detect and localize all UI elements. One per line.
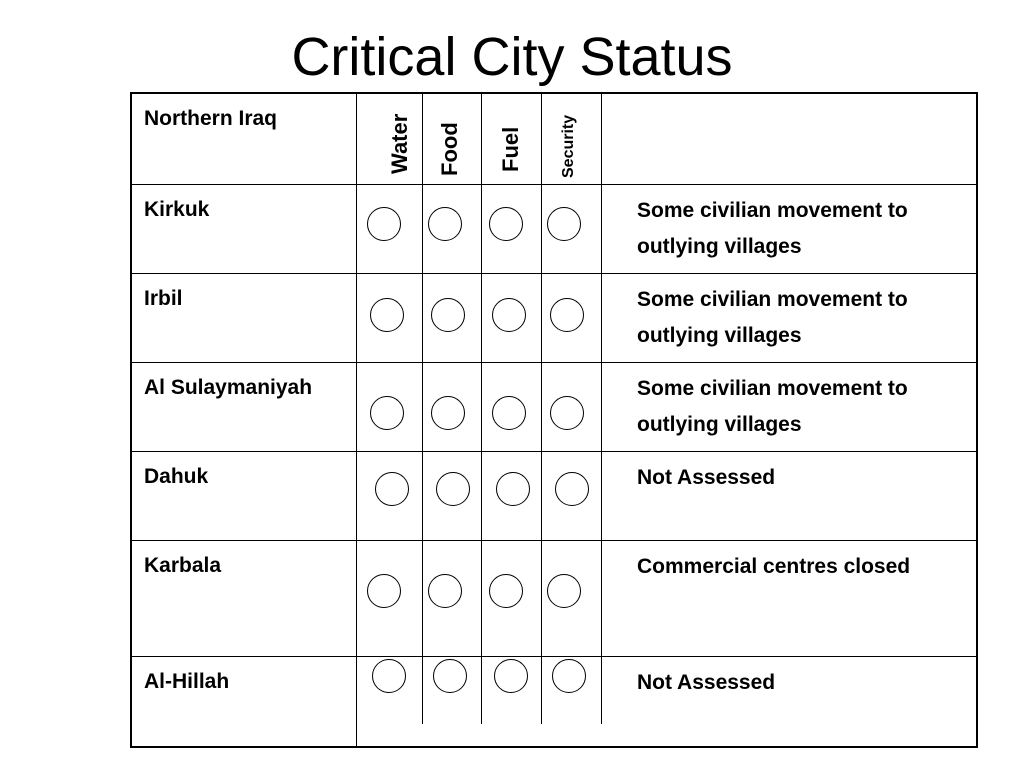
security-status-icon: [550, 298, 584, 332]
city-name: Al Sulaymaniyah: [144, 376, 313, 399]
table-row: [132, 185, 976, 274]
status-table: [130, 92, 978, 748]
status-note: Commercial centres closed: [637, 555, 911, 578]
food-status-icon: [428, 574, 462, 608]
status-note: Not Assessed: [637, 466, 776, 489]
fuel-status-icon: [492, 396, 526, 430]
fuel-status-icon: [489, 207, 523, 241]
security-status-icon: [552, 659, 586, 693]
fuel-status-icon: [494, 659, 528, 693]
security-status-icon: [547, 574, 581, 608]
water-status-icon: [370, 396, 404, 430]
table-row: [132, 657, 976, 746]
city-name: Al-Hillah: [144, 670, 230, 693]
status-note: Some civilian movement to outlying villages: [637, 377, 908, 436]
table-row: [132, 452, 976, 541]
column-header-food: Food: [437, 122, 462, 176]
food-status-icon: [431, 396, 465, 430]
column-header-water: Water: [387, 113, 412, 174]
security-status-icon: [550, 396, 584, 430]
page-title: Critical City Status: [291, 27, 733, 87]
status-note: Not Assessed: [637, 671, 776, 694]
fuel-status-icon: [492, 298, 526, 332]
security-status-icon: [555, 472, 589, 506]
column-divider-water: [422, 94, 423, 724]
status-note: Some civilian movement to outlying villages: [637, 199, 908, 258]
table-row: [132, 274, 976, 363]
status-note: Some civilian movement to outlying villages: [637, 288, 908, 347]
food-status-icon: [433, 659, 467, 693]
water-status-icon: [375, 472, 409, 506]
table-row: [132, 541, 976, 657]
column-header-security: Security: [560, 114, 577, 178]
city-name: Dahuk: [144, 465, 209, 488]
table-header-row: [132, 94, 976, 185]
food-status-icon: [428, 207, 462, 241]
column-divider-city: [356, 94, 357, 746]
column-divider-food: [481, 94, 482, 724]
fuel-status-icon: [489, 574, 523, 608]
water-status-icon: [372, 659, 406, 693]
city-name: Karbala: [144, 554, 222, 577]
water-status-icon: [370, 298, 404, 332]
region-label: Northern Iraq: [144, 107, 278, 130]
city-name: Kirkuk: [144, 198, 210, 221]
security-status-icon: [547, 207, 581, 241]
food-status-icon: [436, 472, 470, 506]
fuel-status-icon: [496, 472, 530, 506]
city-name: Irbil: [144, 287, 183, 310]
column-header-fuel: Fuel: [498, 126, 523, 172]
food-status-icon: [431, 298, 465, 332]
table-row: [132, 363, 976, 452]
water-status-icon: [367, 574, 401, 608]
water-status-icon: [367, 207, 401, 241]
column-divider-fuel: [541, 94, 542, 724]
column-divider-security: [601, 94, 602, 724]
